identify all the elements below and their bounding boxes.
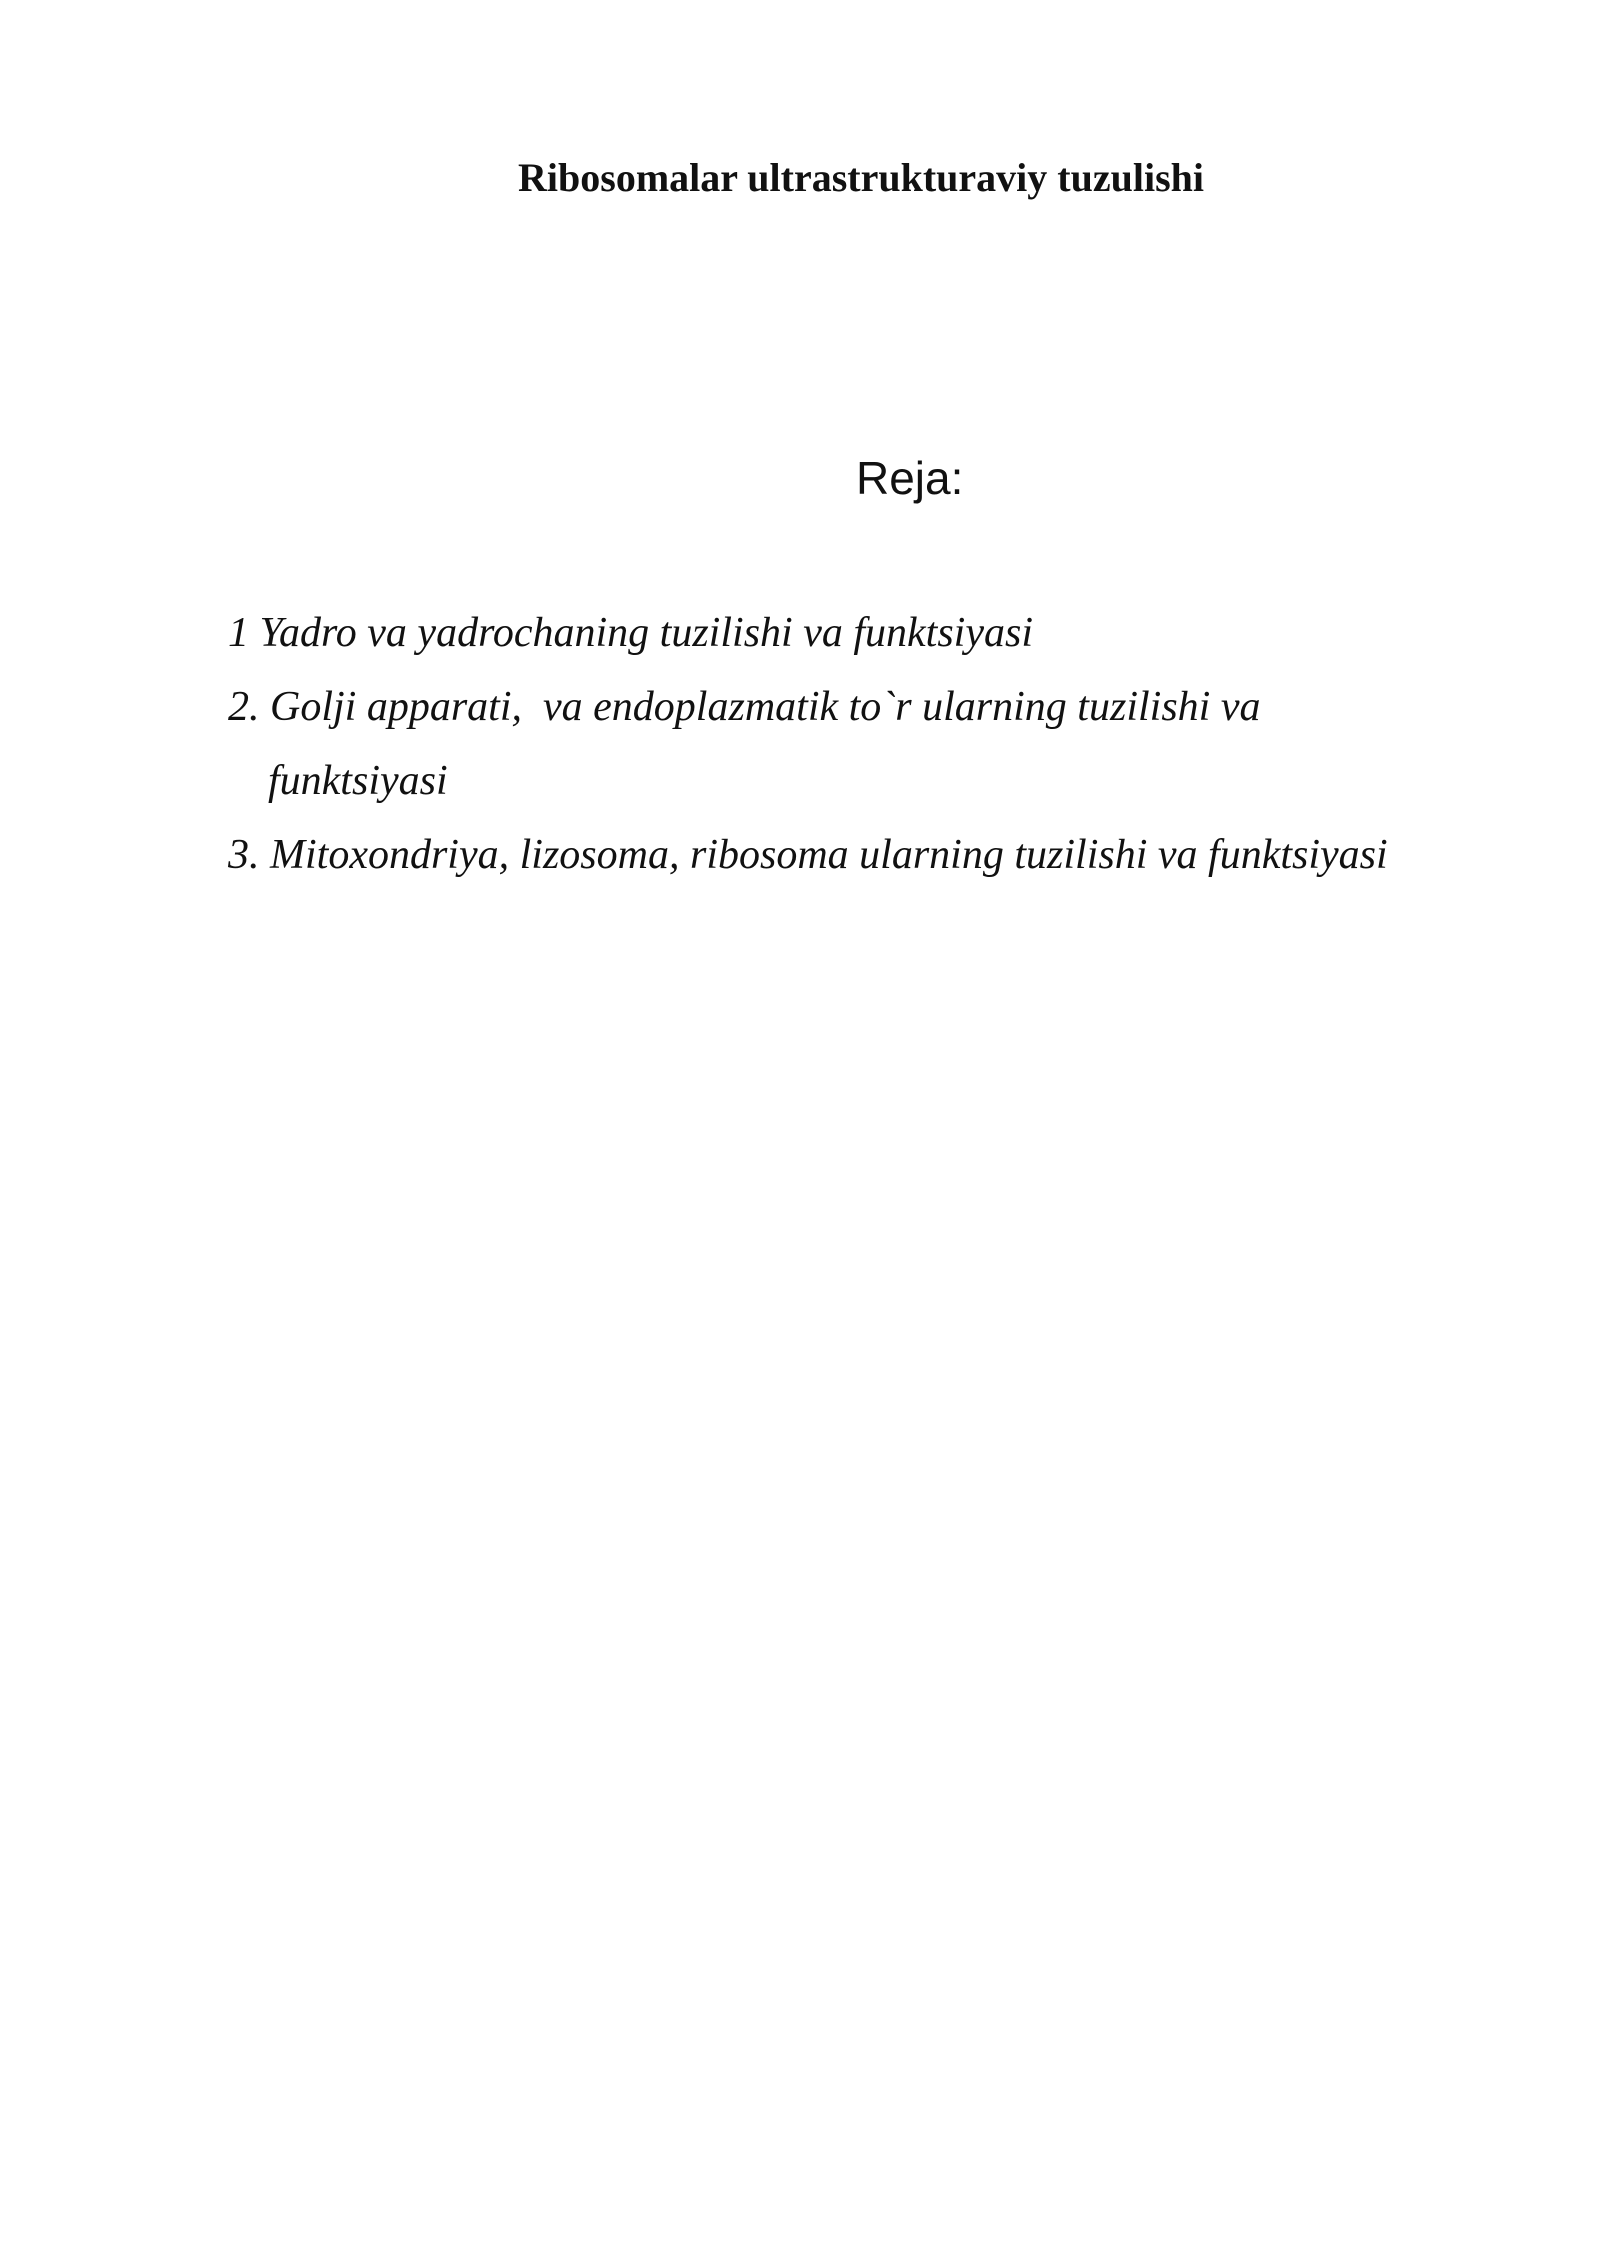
document-title: Ribosomalar ultrastrukturaviy tuzulishi bbox=[518, 155, 1204, 200]
plan-item-2-text: 2. Golji apparati, va endoplazmatik to`r ularning tuzilishi va bbox=[228, 684, 1261, 730]
plan-item-3-text: 3. Mitoxondriya, lizosoma, ribosoma ularning tuzilishi va funktsiyasi bbox=[228, 832, 1388, 878]
plan-item-3 bbox=[228, 818, 1478, 892]
plan-item-1-text: 1 Yadro va yadrochaning tuzilishi va funktsiyasi bbox=[228, 610, 1033, 656]
plan-list bbox=[228, 596, 1478, 892]
plan-item-1 bbox=[228, 596, 1478, 670]
plan-item-2-continuation: funktsiyasi bbox=[268, 758, 448, 804]
plan-heading: Reja: bbox=[856, 452, 964, 504]
plan-item-2 bbox=[228, 670, 1478, 818]
